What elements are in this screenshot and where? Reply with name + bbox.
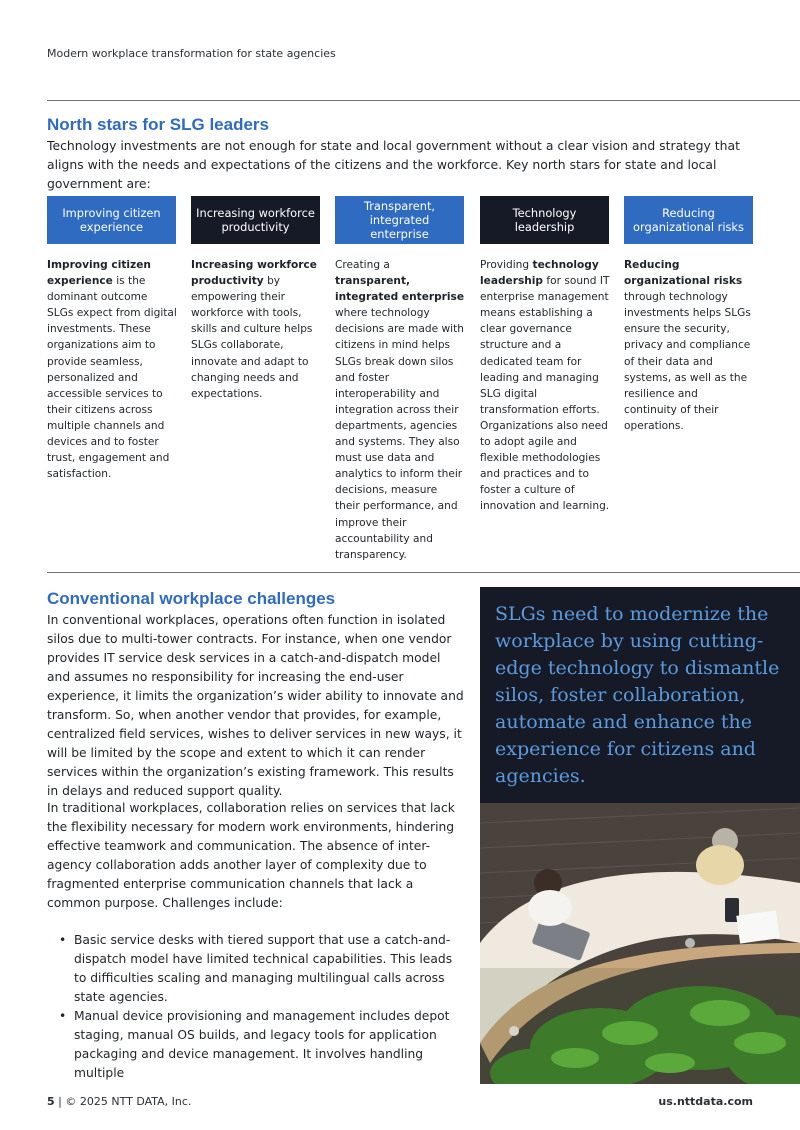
- bullet-icon: •: [59, 1009, 67, 1023]
- description-emphasis: technology leadership: [480, 259, 599, 288]
- site-url: us.nttdata.com: [658, 1095, 753, 1108]
- north-star-description-citizen-experience: [47, 257, 177, 482]
- section-divider-top: [47, 100, 800, 101]
- footer-separator: |: [54, 1095, 66, 1108]
- north-star-box-reducing-risks: Reducing organizational risks: [624, 196, 753, 244]
- north-stars-intro: Technology investments are not enough for state and local government without a clear vision and strategy that aligns with the needs and expectations of the citizens and the workforce. Key north stars for state and local government are:: [47, 138, 740, 191]
- challenges-list: [47, 931, 467, 1083]
- page-footer-left: [47, 1095, 191, 1108]
- north-star-box-technology-leadership: Technology leadership: [480, 196, 609, 244]
- list-item-text: Basic service desks with tiered support that use a catch-and-dispatch model have limited technical capabilities. This leads to difficulties scaling and managing multilingual calls across state agencies.: [74, 933, 453, 1004]
- photo-illustration: [480, 803, 800, 1084]
- copyright: © 2025 NTT DATA, Inc.: [65, 1095, 192, 1108]
- north-star-description-technology-leadership: [480, 257, 610, 515]
- bullet-icon: •: [59, 933, 67, 947]
- north-star-box-integrated-enterprise: Transparent, integrated enterprise: [335, 196, 464, 244]
- description-emphasis: transparent, integrated enterprise: [335, 275, 465, 304]
- list-item-text: Manual device provisioning and management includes depot staging, manual OS builds, and legacy tools for application packaging and device management. It involves handling multiple: [74, 1009, 450, 1080]
- description-emphasis: Reducing organizational risks: [624, 259, 743, 288]
- list-item: [47, 1007, 467, 1083]
- north-star-description-reducing-risks: [624, 257, 754, 434]
- description-lead: Creating a: [335, 259, 390, 271]
- north-star-box-citizen-experience: Improving citizen experience: [47, 196, 176, 244]
- north-stars-heading: North stars for SLG leaders: [47, 115, 270, 134]
- list-item: [47, 931, 467, 1007]
- challenges-paragraph-2: In traditional workplaces, collaboration relies on services that lack the flexibility necessary for modern work environments, hindering effective teamwork and communication. The absence of inter-agency collaboration adds another layer of complexity due to fragmented enterprise communication channels that lack a common purpose. Challenges include:: [47, 801, 455, 910]
- section-divider-middle: [47, 572, 800, 573]
- description-text: by empowering their workforce with tools, skills and culture helps SLGs collaborate, innovate and adapt to changing needs and expectations.: [191, 275, 313, 400]
- running-header: Modern workplace transformation for state agencies: [47, 47, 336, 60]
- north-star-description-integrated-enterprise: [335, 257, 465, 563]
- description-lead: Providing: [480, 259, 533, 271]
- north-star-box-workforce-productivity: Increasing workforce productivity: [191, 196, 320, 244]
- description-text: where technology decisions are made with citizens in mind helps SLGs break down silos and foster interoperability and integration across their departments, agencies and systems. They also must use data and analytics to inform their decisions, measure their performance, and improve their accountability and transparency.: [335, 307, 464, 561]
- description-text: is the dominant outcome SLGs expect from digital investments. These organizations aim to provide seamless, personalized and accessible services to their citizens across multiple channels and devices and to foster trust, engagement and satisfaction.: [47, 275, 177, 481]
- page-number: 5: [47, 1095, 55, 1108]
- description-emphasis: Improving citizen experience: [47, 259, 151, 288]
- challenges-paragraph-1: In conventional workplaces, operations often function in isolated silos due to multi-tower contracts. For instance, when one vendor provides IT service desk services in a catch-and-dispatch model and assumes no responsibility for increasing the end-user experience, it limits the organization’s wider ability to innovate and transform. So, when another vendor that provides, for example, centralized field services, wishes to deliver services in new ways, it will be limited by the scope and extent to which it can render services within the organization’s existing framework. This results in delays and reduced support quality.: [47, 613, 464, 798]
- pull-quote-panel: [480, 587, 800, 803]
- pull-quote: SLGs need to modernize the workplace by using cutting-edge technology to dismantle silos, foster collaboration, automate and enhance the experience for citizens and agencies.: [495, 603, 780, 787]
- north-star-description-workforce-productivity: [191, 257, 321, 402]
- office-collaboration-photo: [480, 803, 800, 1084]
- challenges-heading: Conventional workplace challenges: [47, 589, 336, 608]
- description-emphasis: Increasing workforce productivity: [191, 259, 317, 288]
- description-text: for sound IT enterprise management means establishing a clear governance structure and a dedicated team for leading and managing SLG digital transformation efforts. Organizations also need to adopt agile and flexible methodologies and practices and to foster a culture of innovation and learning.: [480, 275, 610, 513]
- description-text: through technology investments helps SLGs ensure the security, privacy and compliance of their data and systems, as well as the resilience and continuity of their operations.: [624, 291, 751, 432]
